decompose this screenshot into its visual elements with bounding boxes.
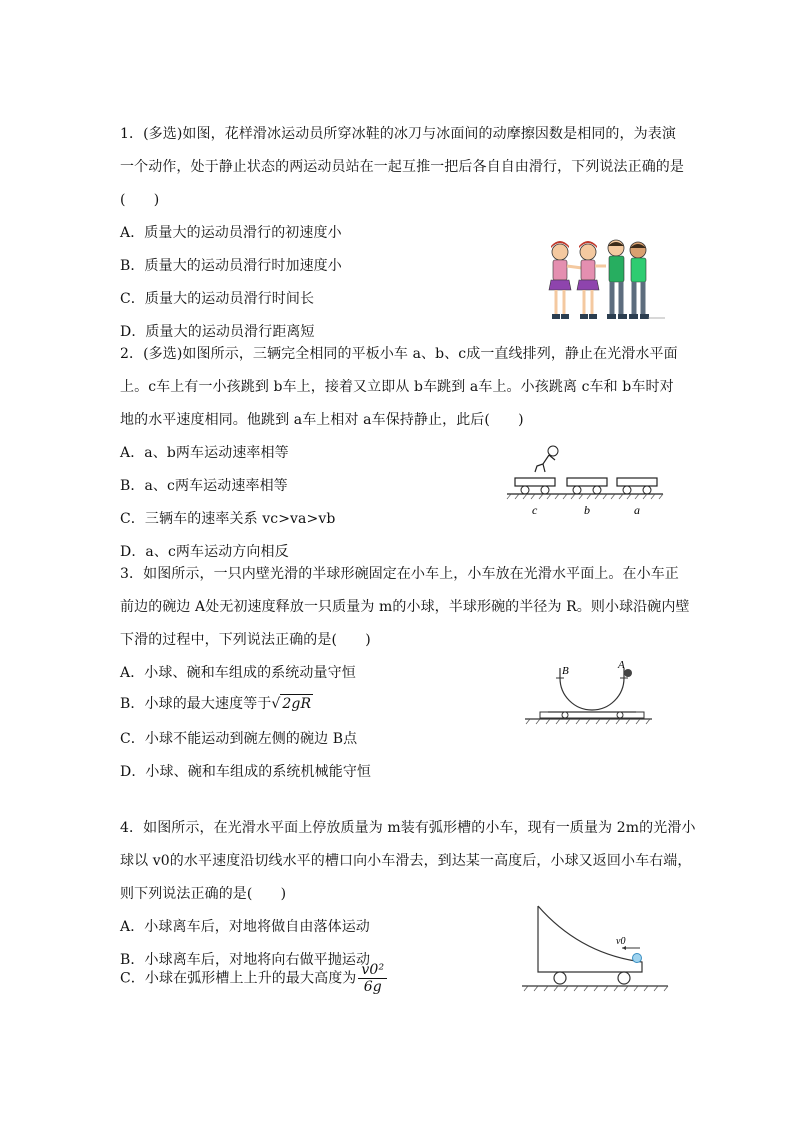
q4-stem-line-2: 球以 v0的水平速度沿切线水平的槽口向小车滑去，到达某一高度后，小球又返回小车右端， <box>120 853 692 869</box>
q4-option-c <box>120 962 387 995</box>
q2-option-c: C．三辆车的速率关系 vc>va>vb <box>120 511 336 527</box>
q4-stem-line-3: 则下列说法正确的是( ) <box>120 886 287 902</box>
q3-option-d: D．小球、碗和车组成的系统机械能守恒 <box>120 764 372 780</box>
q4-option-c-fraction <box>358 962 387 995</box>
q2-option-a: A．a、b两车运动速率相等 <box>120 445 289 461</box>
bowl-label-b: B <box>562 665 569 677</box>
cart-label-c: c <box>532 503 538 517</box>
q3-stem-line-2: 前边的碗边 A处无初速度释放一只质量为 m的小球，半球形碗的半径为 R。则小球沿碗内壁 <box>120 599 690 615</box>
fraction-numerator: v0² <box>358 962 387 979</box>
q3-option-a: A．小球、碗和车组成的系统动量守恒 <box>120 665 356 681</box>
q4-stem-line-1: 4．如图所示，在光滑水平面上停放质量为 m装有弧形槽的小车，现有一质量为 2m的光滑小 <box>120 820 696 836</box>
q4-option-c-text: C．小球在弧形槽上上升的最大高度为 <box>120 970 357 987</box>
q2-stem-line-1: 2．(多选)如图所示，三辆完全相同的平板小车 a、b、c成一直线排列，静止在光滑水平面 <box>120 346 678 362</box>
q3-stem-line-3: 下滑的过程中，下列说法正确的是( ) <box>120 632 371 648</box>
skaters-figure <box>540 238 670 326</box>
q2-stem-line-3: 地的水平速度相同。他跳到 a车上相对 a车保持静止，此后( ) <box>120 412 524 428</box>
q1-stem-line-2: 一个动作，处于静止状态的两运动员站在一起互推一把后各自自由滑行，下列说法正确的是 <box>120 159 684 175</box>
cart-label-a: a <box>634 503 640 517</box>
fraction-denominator: 6g <box>363 979 382 995</box>
q4-option-b: B．小球离车后，对地将向右做平抛运动 <box>120 952 371 968</box>
q4-option-a: A．小球离车后，对地将做自由落体运动 <box>120 919 370 935</box>
q1-option-d: D．质量大的运动员滑行距离短 <box>120 324 315 340</box>
q3-option-c: C．小球不能运动到碗左侧的碗边 B点 <box>120 731 358 747</box>
bowl-label-a: A <box>618 659 625 671</box>
q1-stem-line-3: ( ) <box>120 192 160 208</box>
velocity-label-v0: v0 <box>616 936 626 947</box>
q3-option-b-text: B．小球的最大速度等于 <box>120 696 272 712</box>
q1-option-c: C．质量大的运动员滑行时间长 <box>120 291 315 307</box>
bowl-cart-figure <box>520 656 655 726</box>
q3-stem-line-1: 3．如图所示，一只内壁光滑的半球形碗固定在小车上，小车放在光滑水平面上。在小车正 <box>120 566 679 582</box>
q2-option-d: D．a、c两车运动方向相反 <box>120 544 289 560</box>
q3-option-b-sqrt: 2gR <box>282 696 312 712</box>
q1-option-a: A．质量大的运动员滑行的初速度小 <box>120 225 342 241</box>
q3-option-b: B．小球的最大速度等于√ 2gR <box>120 696 312 712</box>
arc-cart-figure <box>520 902 670 998</box>
q2-stem-line-2: 上。c车上有一小孩跳到 b车上，接着又立即从 b车跳到 a车上。小孩跳离 c车和 b车时对 <box>120 379 674 395</box>
cart-label-b: b <box>584 503 590 517</box>
q1-stem-line-1: 1．(多选)如图，花样滑冰运动员所穿冰鞋的冰刀与冰面间的动摩擦因数是相同的，为表演 <box>120 126 676 142</box>
carts-figure <box>505 442 665 522</box>
q1-option-b: B．质量大的运动员滑行时加速度小 <box>120 258 342 274</box>
q2-option-b: B．a、c两车运动速率相等 <box>120 478 288 494</box>
